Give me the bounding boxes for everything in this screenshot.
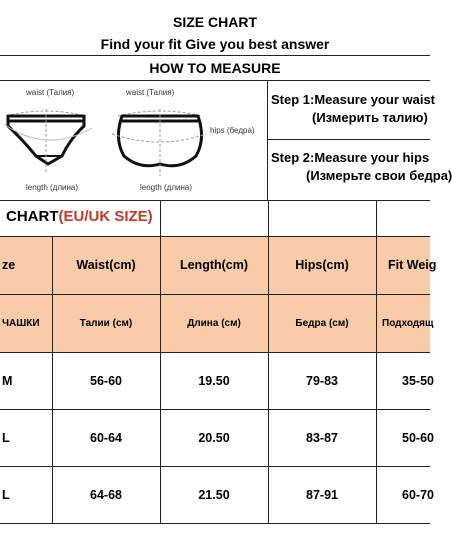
col-header-fit-weight: Fit Weig — [376, 236, 430, 294]
grid-line — [376, 200, 377, 523]
table-cell: 19.50 — [198, 373, 230, 388]
waist-label: waist (Талия) — [26, 88, 75, 97]
col-header-waist: Waist(cm) — [52, 236, 160, 294]
length-label: length (длина) — [26, 183, 79, 192]
table-cell: 87-91 — [306, 487, 338, 502]
briefs-back-icon — [112, 109, 206, 176]
divider — [267, 80, 268, 200]
table-cell: 50-60 — [402, 430, 434, 445]
table-cell: L — [2, 430, 10, 445]
col-header-size: ze — [0, 236, 52, 294]
hips-label: hips (бедра) — [210, 126, 255, 135]
grid-line — [268, 200, 269, 523]
grid-line — [0, 409, 430, 410]
table-cell: L — [2, 487, 10, 502]
table-cell: 64-68 — [90, 487, 122, 502]
page-subtitle: Find your fit Give you best answer — [100, 36, 330, 52]
table-cell: 60-64 — [90, 430, 122, 445]
subheader-waist: Талии (см) — [52, 294, 160, 352]
grid-line — [0, 523, 430, 524]
step-1-subtext: (Измерить талию) — [312, 110, 428, 125]
length-label: length (длина) — [140, 183, 193, 192]
table-cell: 79-83 — [306, 373, 338, 388]
how-to-measure-heading: HOW TO MEASURE — [149, 60, 281, 76]
step-2-subtext: (Измерьте свои бедра) — [306, 168, 452, 183]
grid-line — [0, 294, 430, 295]
subheader-length: Длина (см) — [160, 294, 268, 352]
divider — [267, 139, 430, 140]
grid-line — [52, 236, 53, 523]
grid-line — [160, 200, 161, 523]
waist-label: waist (Талия) — [126, 88, 175, 97]
measure-diagram — [0, 84, 267, 196]
divider — [0, 200, 430, 201]
briefs-illustration — [0, 84, 267, 196]
table-cell: 56-60 — [90, 373, 122, 388]
chart-heading-main: CHART — [6, 208, 59, 225]
table-cell: 60-70 — [402, 487, 434, 502]
grid-line — [0, 352, 430, 353]
step-1-text: Step 1:Measure your waist — [271, 92, 435, 107]
step-2-text: Step 2:Measure your hips — [271, 150, 430, 165]
divider — [0, 55, 430, 56]
page-title: SIZE CHART — [173, 14, 257, 30]
subheader-fit-weight: Подходящ — [376, 294, 430, 352]
grid-line — [0, 466, 430, 467]
chart-heading — [6, 208, 153, 225]
table-cell: 20.50 — [198, 430, 230, 445]
divider — [0, 80, 430, 81]
briefs-front-icon — [4, 109, 92, 174]
subheader-size: ЧАШКИ — [0, 294, 52, 352]
table-cell: M — [2, 373, 13, 388]
col-header-hips: Hips(cm) — [268, 236, 376, 294]
chart-heading-paren: (EU/UK SIZE) — [58, 208, 153, 225]
col-header-length: Length(cm) — [160, 236, 268, 294]
grid-line — [0, 236, 430, 237]
table-cell: 83-87 — [306, 430, 338, 445]
subheader-hips: Бедра (см) — [268, 294, 376, 352]
table-cell: 35-50 — [402, 373, 434, 388]
table-cell: 21.50 — [198, 487, 230, 502]
